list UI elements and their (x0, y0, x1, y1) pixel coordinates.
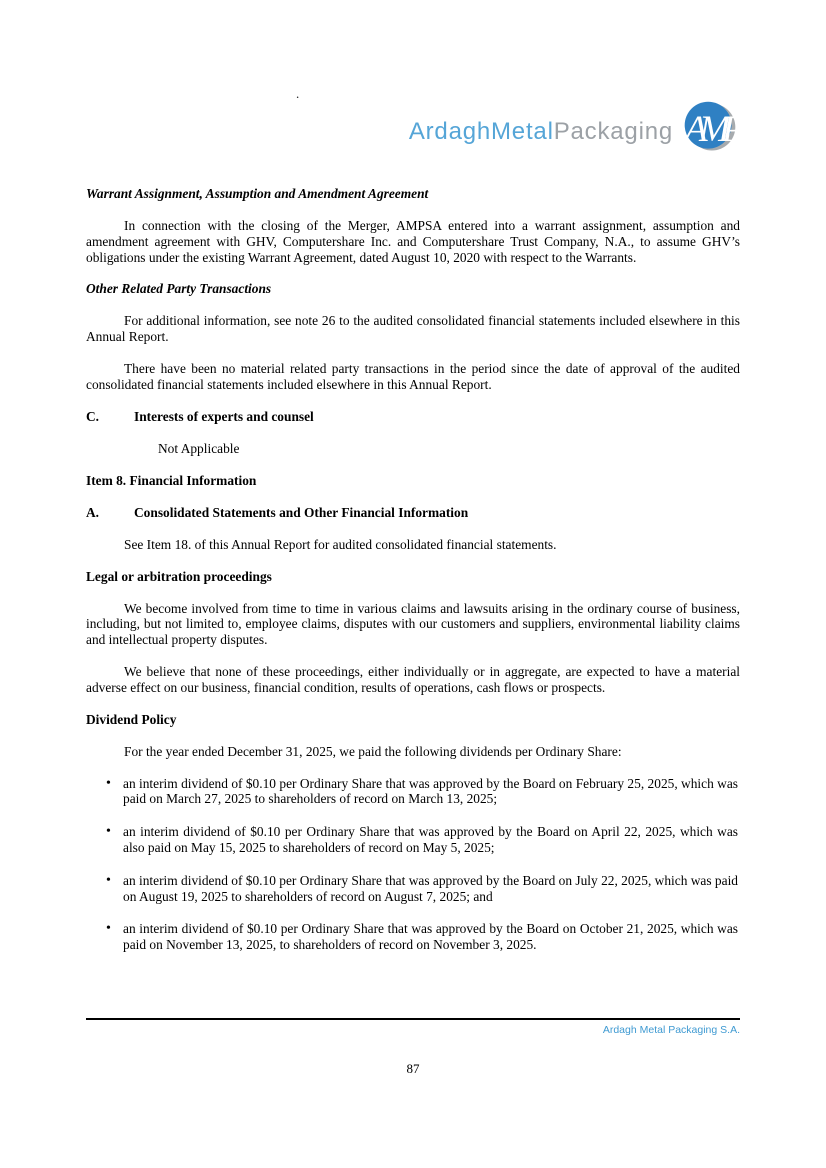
item-8-heading: Item 8. Financial Information (86, 472, 257, 488)
legal-paragraph-2: We believe that none of these proceedings, either individually or in aggregate, are expected to have a material adverse effect on our business, financial condition, results of operations, cash flows or prospects. (86, 663, 740, 695)
dividend-bullet-2: • an interim dividend of $0.10 per Ordinary Share that was approved by the Board on April 22, 2025, which was also paid on May 15, 2025 to shareholders of record on May 5, 2025; (86, 824, 740, 856)
section-c-body: Not Applicable (158, 440, 240, 456)
amp-monogram-text: AMP (684, 109, 737, 151)
footer-company-name: Ardagh Metal Packaging S.A. (602, 1024, 740, 1036)
amp-monogram-icon (680, 98, 740, 158)
logo-wordmark-blue: ArdaghMetal (408, 118, 554, 145)
page-number: 87 (406, 1061, 420, 1076)
ardagh-metal-packaging-logo (409, 98, 740, 158)
dividend-bullet-4: • an interim dividend of $0.10 per Ordinary Share that was approved by the Board on October 21, 2025, which was paid on November 13, 2025, to shareholders of record on November 3, 2025. (86, 921, 740, 953)
stray-period-mark: . (296, 86, 300, 101)
section-a-letter: A. (86, 504, 100, 520)
document-body (86, 186, 740, 970)
warrant-agreement-paragraph: In connection with the closing of the Merger, AMPSA entered into a warrant assignment, assumption and amendment agreement with GHV, Computershare Inc. and Computershare Trust Company, N.A., to assume GHV’s obligations under the existing Warrant Agreement, dated August 10, 2020 with respect to the Warrants. (86, 218, 740, 265)
logo-wordmark-gray: Packaging (553, 118, 673, 145)
section-c-title: Interests of experts and counsel (134, 408, 314, 424)
dividend-policy-heading: Dividend Policy (86, 711, 177, 727)
warrant-agreement-heading: Warrant Assignment, Assumption and Amendment Agreement (86, 186, 429, 201)
logo-wordmark (409, 120, 673, 144)
legal-proceedings-heading: Legal or arbitration proceedings (86, 568, 272, 584)
dividend-bullet-list (86, 776, 740, 953)
dividend-bullet-3: • an interim dividend of $0.10 per Ordinary Share that was approved by the Board on July 22, 2025, which was paid on August 19, 2025 to shareholders of record on August 7, 2025; and (86, 873, 740, 905)
section-c-heading (86, 409, 740, 425)
related-party-heading: Other Related Party Transactions (86, 281, 272, 297)
related-party-paragraph-1: For additional information, see note 26 to the audited consolidated financial statements included elsewhere in this Annual Report. (86, 313, 740, 345)
section-a-title: Consolidated Statements and Other Financial Information (134, 504, 469, 520)
section-a-body: See Item 18. of this Annual Report for audited consolidated financial statements. (124, 536, 557, 552)
section-c-letter: C. (86, 408, 100, 424)
dividend-bullet-1: • an interim dividend of $0.10 per Ordinary Share that was approved by the Board on February 25, 2025, which was paid on March 27, 2025 to shareholders of record on March 13, 2025; (86, 776, 740, 808)
section-a-heading (86, 505, 740, 521)
dividend-intro: For the year ended December 31, 2025, we paid the following dividends per Ordinary Share: (124, 743, 622, 759)
related-party-paragraph-2: There have been no material related party transactions in the period since the date of approval of the audited consolidated financial statements included elsewhere in this Annual Report. (86, 360, 740, 392)
footer-divider (86, 1018, 740, 1020)
legal-paragraph-1: We become involved from time to time in various claims and lawsuits arising in the ordinary course of business, including, but not limited to, employee claims, disputes with our customers and suppliers, environmental liability claims and intellectual property disputes. (86, 600, 740, 648)
